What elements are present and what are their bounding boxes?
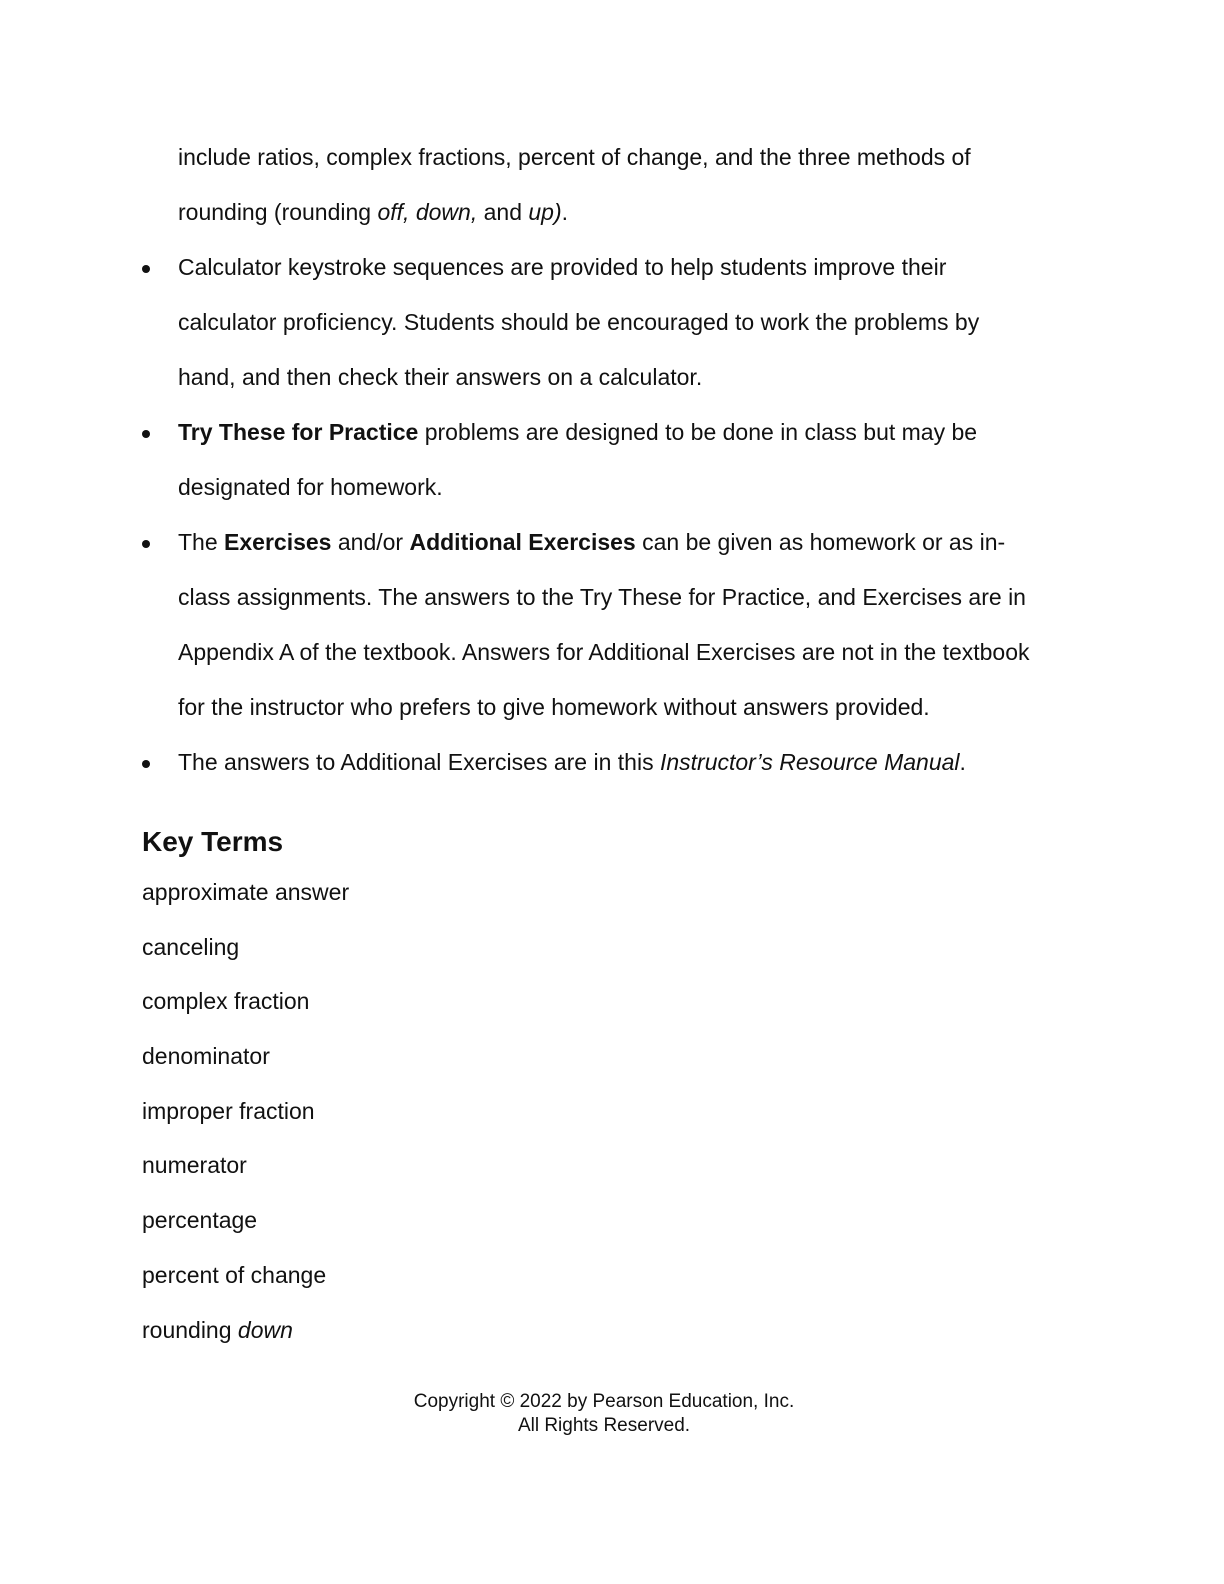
text-run: The bbox=[178, 529, 225, 555]
key-term: improper fraction bbox=[142, 1097, 315, 1124]
bullet-line: hand, and then check their answers on a calculator. bbox=[178, 364, 703, 390]
key-terms-list bbox=[142, 865, 349, 1357]
bullet-item-calculator bbox=[142, 240, 1082, 405]
bullet-line: designated for homework. bbox=[178, 474, 443, 500]
text-run: . bbox=[959, 749, 966, 775]
bullet-item-answers bbox=[142, 735, 1082, 790]
continuation-line-1: include ratios, complex fractions, percent of change, and the three methods of bbox=[178, 144, 971, 170]
bullet-dot-icon bbox=[142, 265, 150, 273]
bullet-dot-icon bbox=[142, 540, 150, 548]
key-term: canceling bbox=[142, 933, 240, 960]
bullet-line bbox=[178, 405, 1082, 460]
key-term: approximate answer bbox=[142, 879, 350, 905]
text-run: The answers to Additional Exercises are in this bbox=[178, 749, 660, 775]
bullet-dot-icon bbox=[142, 760, 150, 768]
bullet-line: Appendix A of the textbook. Answers for Additional Exercises are not in the textbook bbox=[178, 639, 1030, 665]
text-run: and/or bbox=[331, 529, 410, 555]
continuation-line-2 bbox=[178, 185, 1078, 240]
italic-run: down bbox=[237, 1316, 293, 1343]
bullet-item-exercises bbox=[142, 515, 1082, 735]
bullet-line: class assignments. The answers to the Try These for Practice, and Exercises are in bbox=[178, 584, 1026, 610]
key-term: complex fraction bbox=[142, 988, 310, 1015]
key-term: denominator bbox=[142, 1043, 270, 1070]
key-term: numerator bbox=[142, 1152, 247, 1179]
text-run: and bbox=[477, 199, 529, 225]
key-term: percentage bbox=[142, 1207, 258, 1234]
text-run: . bbox=[561, 199, 569, 225]
italic-run: off, down, bbox=[377, 199, 478, 225]
key-term: percent of change bbox=[142, 1261, 327, 1288]
text-run: can be given as homework or as in- bbox=[635, 529, 1006, 555]
footer-line-2: All Rights Reserved. bbox=[517, 1415, 691, 1436]
bullet-line bbox=[178, 735, 1082, 790]
key-terms-heading: Key Terms bbox=[142, 826, 284, 857]
bullet-line: for the instructor who prefers to give homework without answers provided. bbox=[178, 694, 930, 720]
text-run: rounding bbox=[142, 1316, 238, 1343]
text-run: rounding (rounding bbox=[178, 199, 378, 225]
bullet-item-try-these bbox=[142, 405, 1082, 515]
bullet-dot-icon bbox=[142, 430, 150, 438]
italic-run: Instructor’s Resource Manual bbox=[659, 749, 960, 775]
key-term bbox=[142, 1303, 349, 1358]
bold-run: Exercises bbox=[224, 529, 332, 555]
bold-run: Additional Exercises bbox=[409, 529, 636, 555]
text-run: problems are designed to be done in class but may be bbox=[418, 419, 978, 445]
copyright-footer bbox=[0, 1390, 1208, 1438]
bullet-line bbox=[178, 515, 1082, 570]
bullet-line: Calculator keystroke sequences are provided to help students improve their bbox=[178, 254, 947, 280]
bullet-line: calculator proficiency. Students should be encouraged to work the problems by bbox=[178, 309, 980, 335]
bold-run: Try These for Practice bbox=[178, 419, 419, 445]
footer-line-1: Copyright © 2022 by Pearson Education, Inc. bbox=[413, 1391, 795, 1412]
continuation-paragraph bbox=[178, 130, 1078, 240]
bullet-list bbox=[142, 240, 1082, 790]
italic-run: up) bbox=[528, 199, 562, 225]
